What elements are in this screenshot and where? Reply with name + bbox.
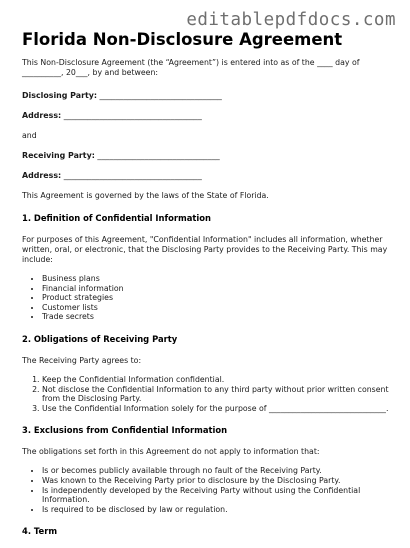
section-text: For purposes of this Agreement, "Confidential Information" includes all information, whether written, oral, or electronic, that the Disclosing Party provides to the Receiving Party. This may include: [22,235,388,264]
list-item: • Was known to the Receiving Party prior to disclosure by the Disclosing Party. [42,476,398,486]
document-title: Florida Non-Disclosure Agreement [22,30,343,49]
list-item: • Business plans [42,274,398,284]
list-item: • Trade secrets [42,312,398,322]
numbered-list [22,375,398,413]
receiving-address-field [22,171,398,181]
list-item: • Is independently developed by the Receiving Party without using the Confidential Information. [42,486,398,505]
receiving-address-label: Address: [22,171,62,180]
receiving-party-blank: _______________________________ [97,151,220,160]
list-item: 3. Use the Confidential Information solely for the purpose of ______________________________. [42,404,398,414]
disclosing-address-field [22,111,398,121]
section-heading: 1. Definition of Confidential Information [22,213,212,223]
governing-law-text: This Agreement is governed by the laws of the State of Florida. [22,191,269,200]
receiving-party-label: Receiving Party: [22,151,95,160]
receiving-address-blank: ___________________________________ [63,171,202,180]
disclosing-party-blank: _______________________________ [99,91,222,100]
section-text: The Receiving Party agrees to: [22,355,142,365]
section-heading: 3. Exclusions from Confidential Information [22,425,228,436]
receiving-party-field [22,151,398,161]
and-text: and [22,131,37,140]
list-item: • Is or becomes publicly available through no fault of the Receiving Party. [42,466,398,476]
disclosing-party-label: Disclosing Party: [22,91,98,100]
intro-paragraph: This Non-Disclosure Agreement (the “Agreement”) is entered into as of the ____ day of __________, 20___, by and between: [22,58,360,77]
list-item: • Financial information [42,284,398,294]
list-item: 2. Not disclose the Confidential Information to any third party without prior written consent from the Disclosing Party. [42,385,398,404]
section-text: The obligations set forth in this Agreement do not apply to information that: [22,447,320,457]
disclosing-address-blank: ___________________________________ [63,111,202,120]
watermark: editablepdfdocs.com [186,10,396,30]
section-heading: 2. Obligations of Receiving Party [22,333,178,344]
disclosing-party-field [22,91,398,101]
bullet-list [22,274,398,322]
list-item: • Is required to be disclosed by law or regulation. [42,505,398,515]
disclosing-address-label: Address: [22,111,62,120]
list-item: • Customer lists [42,303,398,313]
list-item: 1. Keep the Confidential Information confidential. [42,375,398,385]
bullet-list [22,466,398,514]
document-page [22,30,398,548]
section-heading: 4. Term [22,526,58,537]
list-item: • Product strategies [42,293,398,303]
